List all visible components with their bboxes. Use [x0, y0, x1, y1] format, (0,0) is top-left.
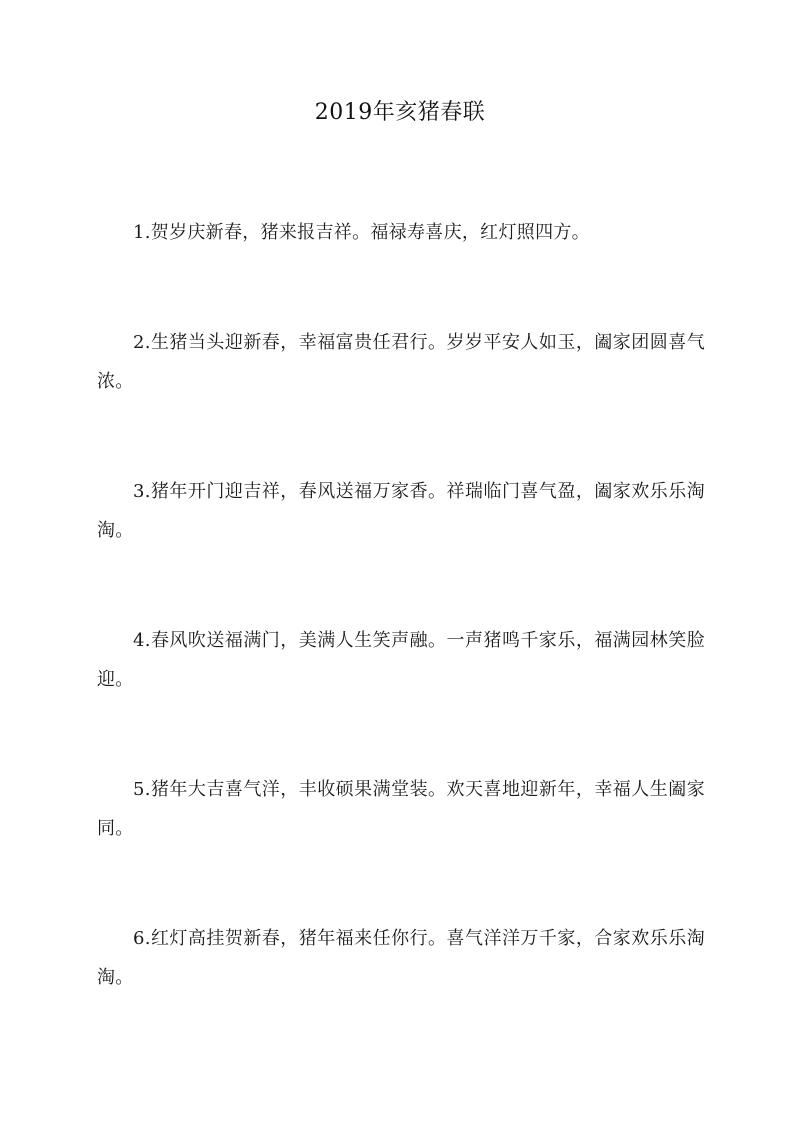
couplet-item-4: 4.春风吹送福满门，美满人生笑声融。一声猪鸣千家乐，福满园林笑脸迎。 — [97, 630, 705, 690]
page-title: 2019年亥猪春联 — [314, 100, 486, 125]
couplet-item-2: 2.生猪当头迎新春，幸福富贵任君行。岁岁平安人如玉，阖家团圆喜气浓。 — [97, 332, 705, 392]
couplet-item-1: 1.贺岁庆新春，猪来报吉祥。福禄寿喜庆，红灯照四方。 — [133, 222, 590, 243]
couplet-item-3: 3.猪年开门迎吉祥，春风送福万家香。祥瑞临门喜气盈，阖家欢乐乐淘淘。 — [97, 481, 705, 541]
couplet-list — [97, 213, 705, 997]
couplet-item-6: 6.红灯高挂贺新春，猪年福来任你行。喜气洋洋万千家，合家欢乐乐淘淘。 — [97, 928, 705, 988]
couplet-item-5: 5.猪年大吉喜气洋，丰收硕果满堂装。欢天喜地迎新年，幸福人生阖家同。 — [97, 779, 705, 839]
